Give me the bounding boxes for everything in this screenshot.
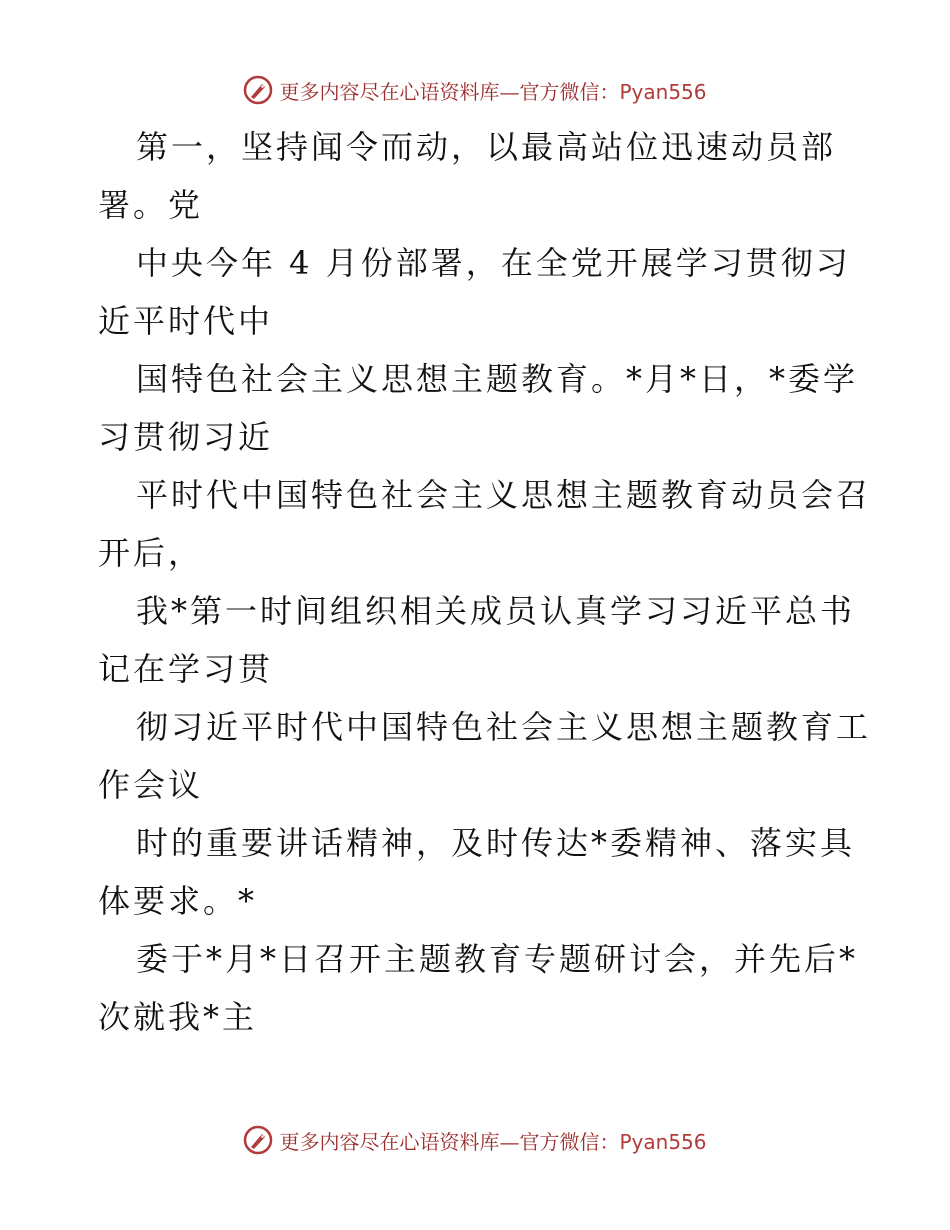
text-line: 作会议 (98, 766, 204, 804)
text-line: 国特色社会主义思想主题教育。*月*日，*委学 (136, 360, 859, 398)
text-line: 近平时代中 (98, 302, 274, 340)
text-line: 习贯彻习近 (98, 418, 274, 456)
pen-nib-logo-icon (243, 1125, 273, 1155)
pen-nib-logo-icon (243, 75, 273, 105)
header-banner (0, 72, 950, 108)
footer-banner (0, 1122, 950, 1158)
banner-text (279, 1126, 706, 1155)
banner-wechat-label: 官方微信： (519, 79, 620, 104)
banner-text (279, 76, 706, 105)
text-line: 记在学习贯 (98, 650, 274, 688)
text-line: 体要求。* (98, 882, 258, 920)
text-line: 次就我*主 (98, 998, 258, 1036)
document-body (98, 118, 872, 1046)
text-line: 署。党 (98, 186, 204, 224)
text-line: 我*第一时间组织相关成员认真学习习近平总书 (136, 592, 856, 630)
banner-wechat-id: Pyan556 (619, 79, 707, 104)
banner-main-text: 更多内容尽在心语资料库— (279, 1129, 520, 1154)
banner-main-text: 更多内容尽在心语资料库— (279, 79, 520, 104)
text-line: 彻习近平时代中国特色社会主义思想主题教育工 (136, 708, 872, 746)
text-line: 委于*月*日召开主题教育专题研讨会，并先后* (136, 940, 859, 978)
text-line: 平时代中国特色社会主义思想主题教育动员会召 (136, 476, 872, 514)
text-line: 第一，坚持闻令而动，以最高站位迅速动员部 (136, 128, 837, 166)
text-line: 开后， (98, 534, 204, 572)
banner-wechat-id: Pyan556 (619, 1129, 707, 1154)
banner-wechat-label: 官方微信： (519, 1129, 620, 1154)
text-line: 中央今年 4 月份部署，在全党开展学习贯彻习 (136, 244, 851, 282)
text-line: 时的重要讲话精神，及时传达*委精神、落实具 (136, 824, 856, 862)
